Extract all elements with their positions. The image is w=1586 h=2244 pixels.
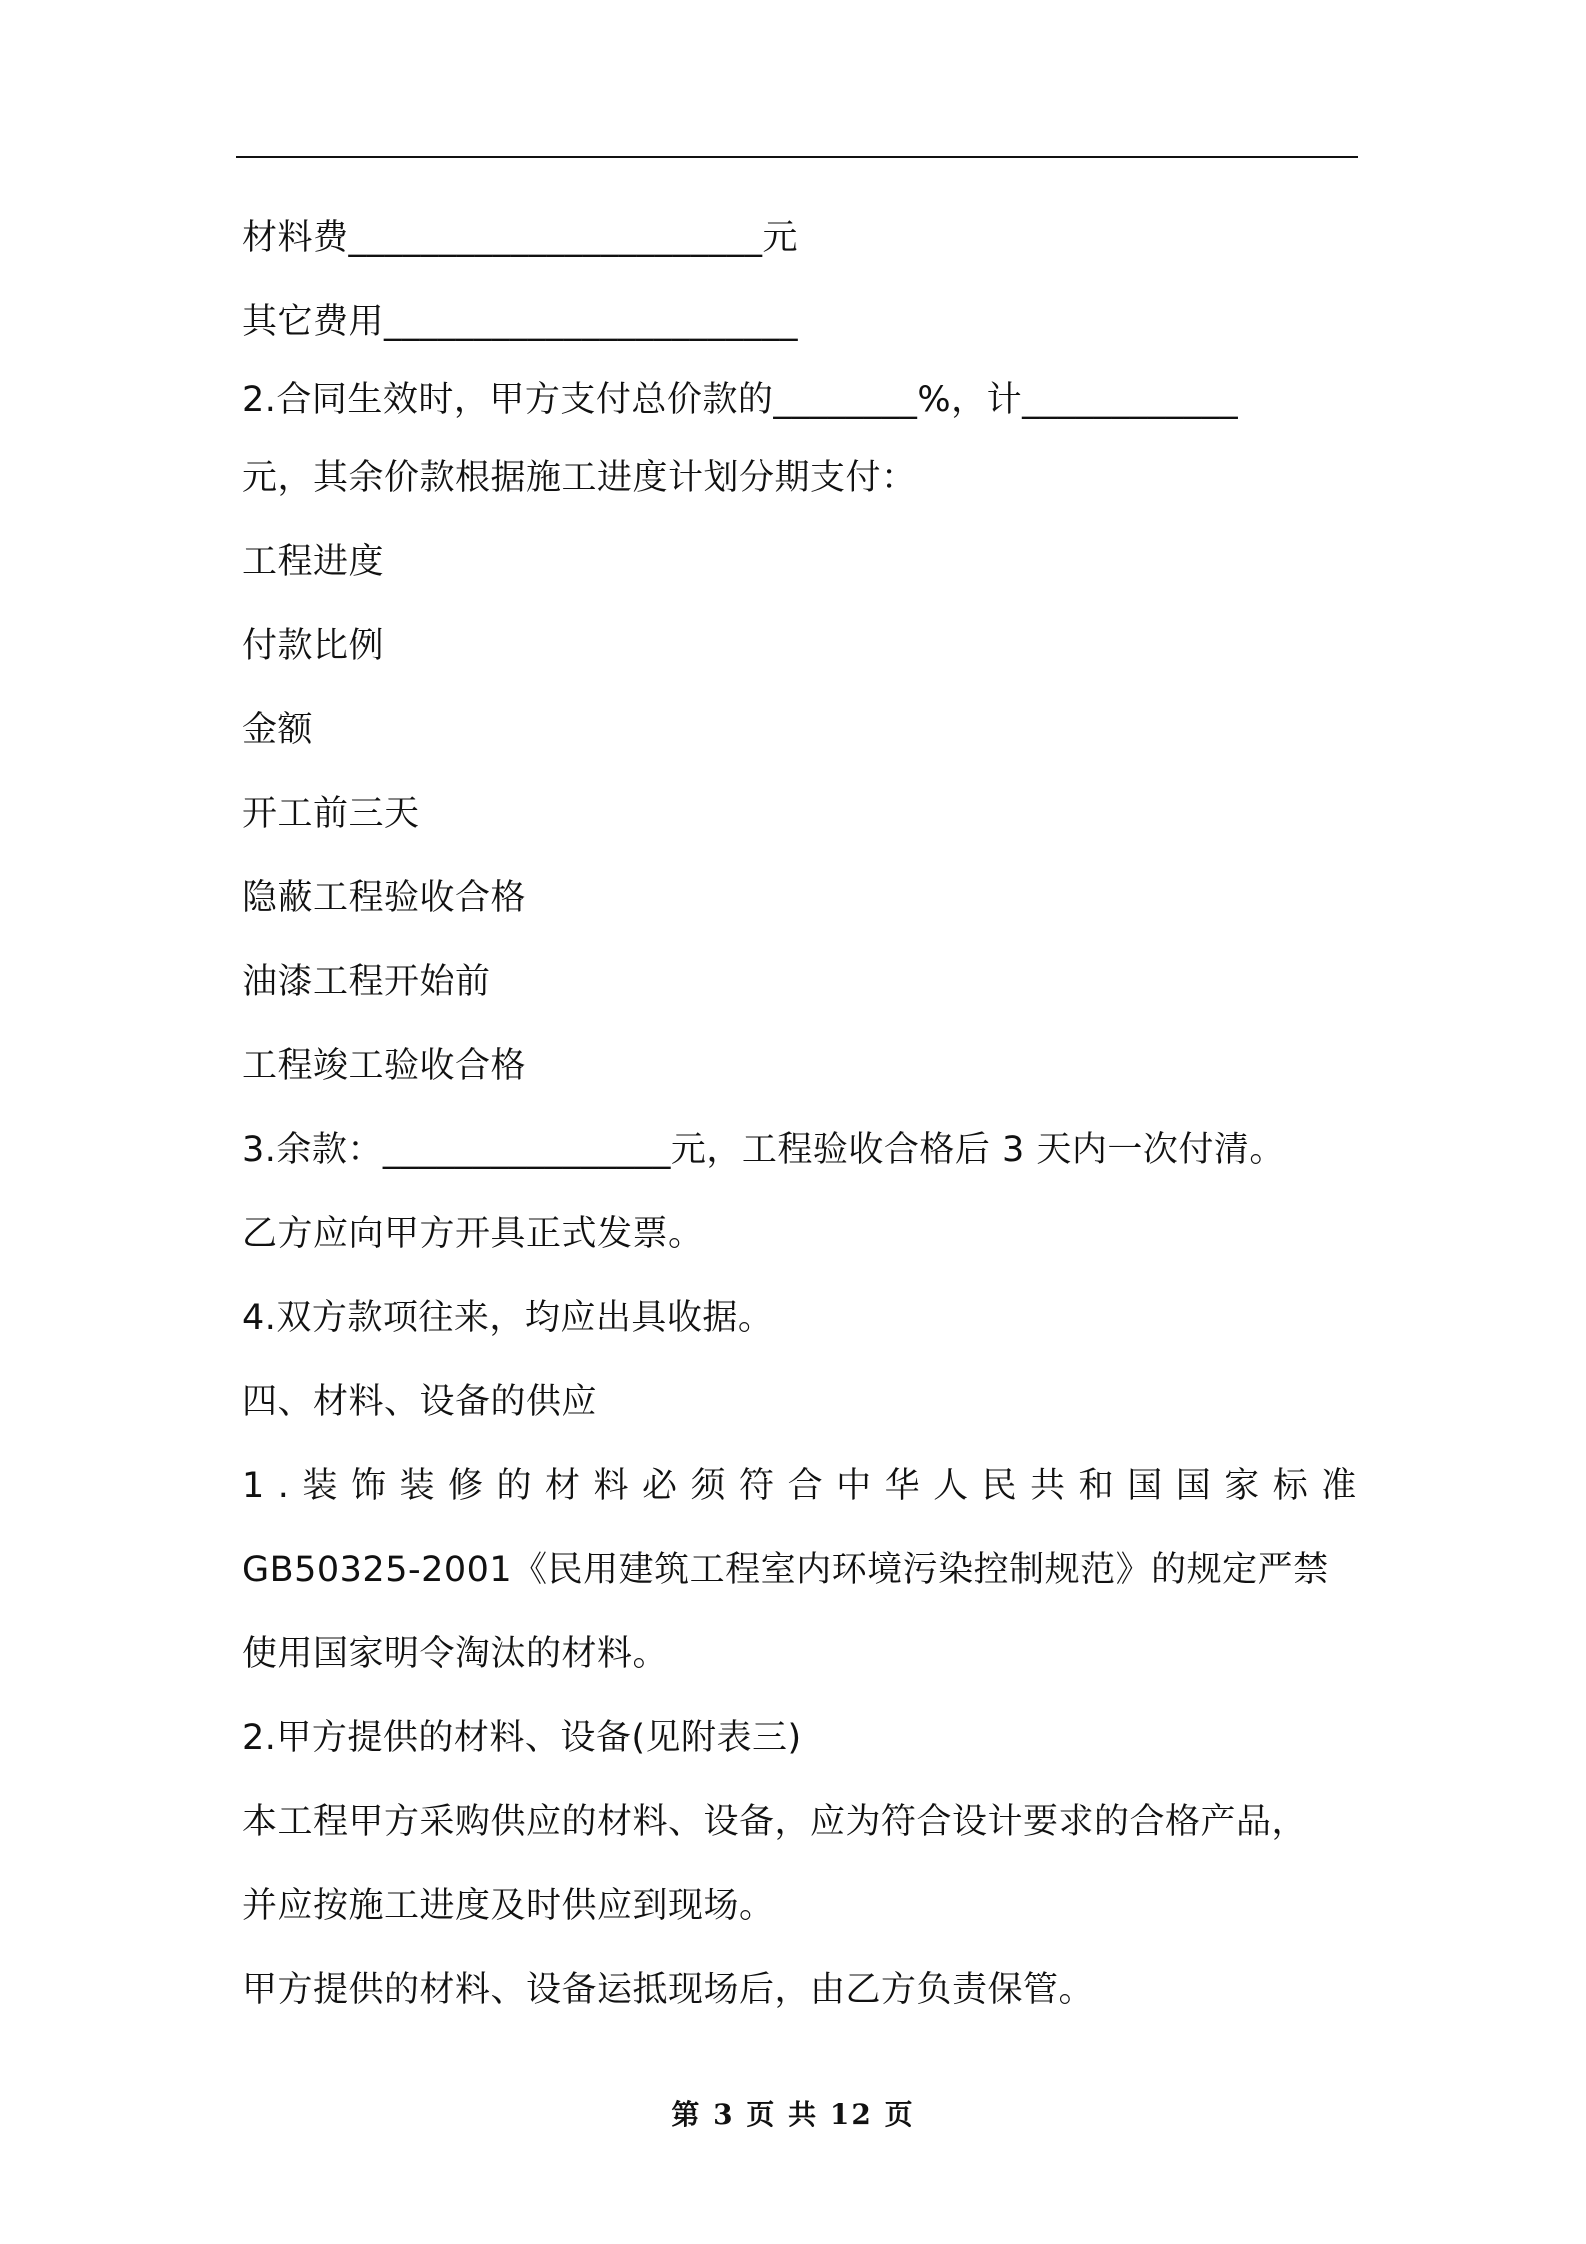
body-line: 3.余款：________________元，工程验收合格后 3 天内一次付清。 — [242, 1130, 1285, 1170]
document-body — [242, 196, 1357, 2032]
body-line: 油漆工程开始前 — [242, 962, 491, 1002]
body-line-char: 合 — [787, 1466, 824, 1506]
body-line-char: 的 — [496, 1466, 532, 1506]
body-line-char: 民 — [981, 1466, 1018, 1506]
body-line: 材料费_______________________元 — [242, 218, 799, 258]
body-line: 2.甲方提供的材料、设备(见附表三) — [242, 1718, 802, 1758]
body-line: 2.合同生效时，甲方支付总价款的________%，计____________ — [242, 380, 1239, 420]
body-line-char: 家 — [1224, 1466, 1260, 1506]
section-heading: 四、材料、设备的供应 — [242, 1382, 598, 1422]
body-line-char: 符 — [739, 1466, 775, 1506]
body-line-char: 华 — [884, 1466, 921, 1506]
body-line-char: 标 — [1272, 1466, 1309, 1506]
body-line: 工程进度 — [242, 542, 385, 582]
body-line-char: 1 — [242, 1466, 265, 1506]
body-line-char: 人 — [933, 1466, 969, 1506]
body-line: 4.双方款项往来，均应出具收据。 — [242, 1298, 774, 1338]
body-line: 工程竣工验收合格 — [242, 1046, 527, 1086]
body-line: 其它费用_______________________ — [242, 302, 799, 342]
body-line: 并应按施工进度及时供应到现场。 — [242, 1886, 775, 1926]
body-line: 付款比例 — [242, 626, 385, 666]
body-line-char: 材 — [545, 1466, 581, 1506]
body-line: 隐蔽工程验收合格 — [242, 878, 527, 918]
body-line: 金额 — [242, 710, 314, 750]
body-line: GB50325-2001《民用建筑工程室内环境污染控制规范》的规定严禁 — [242, 1550, 1329, 1590]
body-line-char: 饰 — [350, 1466, 387, 1506]
body-line-char: 和 — [1078, 1466, 1115, 1506]
body-line: 乙方应向甲方开具正式发票。 — [242, 1214, 704, 1254]
body-line: 使用国家明令淘汰的材料。 — [242, 1634, 669, 1674]
body-line-char: 准 — [1321, 1466, 1357, 1506]
body-line: 甲方提供的材料、设备运抵现场后，由乙方负责保管。 — [242, 1970, 1095, 2010]
body-line-char: 必 — [642, 1466, 678, 1506]
page-number-footer: 第 3 页 共 12 页 — [671, 2098, 915, 2131]
body-line-char: 中 — [836, 1466, 872, 1506]
body-line-char: 国 — [1127, 1466, 1163, 1506]
header-rule — [236, 156, 1358, 158]
body-line-char: 料 — [593, 1466, 630, 1506]
body-line-char: 修 — [447, 1466, 484, 1506]
body-line-char: 国 — [1175, 1466, 1212, 1506]
body-line-char: 共 — [1030, 1466, 1066, 1506]
body-line-char: . — [277, 1466, 290, 1506]
body-line-char: 装 — [399, 1466, 435, 1506]
body-line: 元，其余价款根据施工进度计划分期支付： — [242, 458, 917, 498]
body-line — [242, 1444, 1357, 1528]
body-line: 开工前三天 — [242, 794, 420, 834]
body-line-char: 装 — [302, 1466, 338, 1506]
body-line: 本工程甲方采购供应的材料、设备，应为符合设计要求的合格产品， — [242, 1802, 1308, 1842]
body-line-char: 须 — [690, 1466, 727, 1506]
